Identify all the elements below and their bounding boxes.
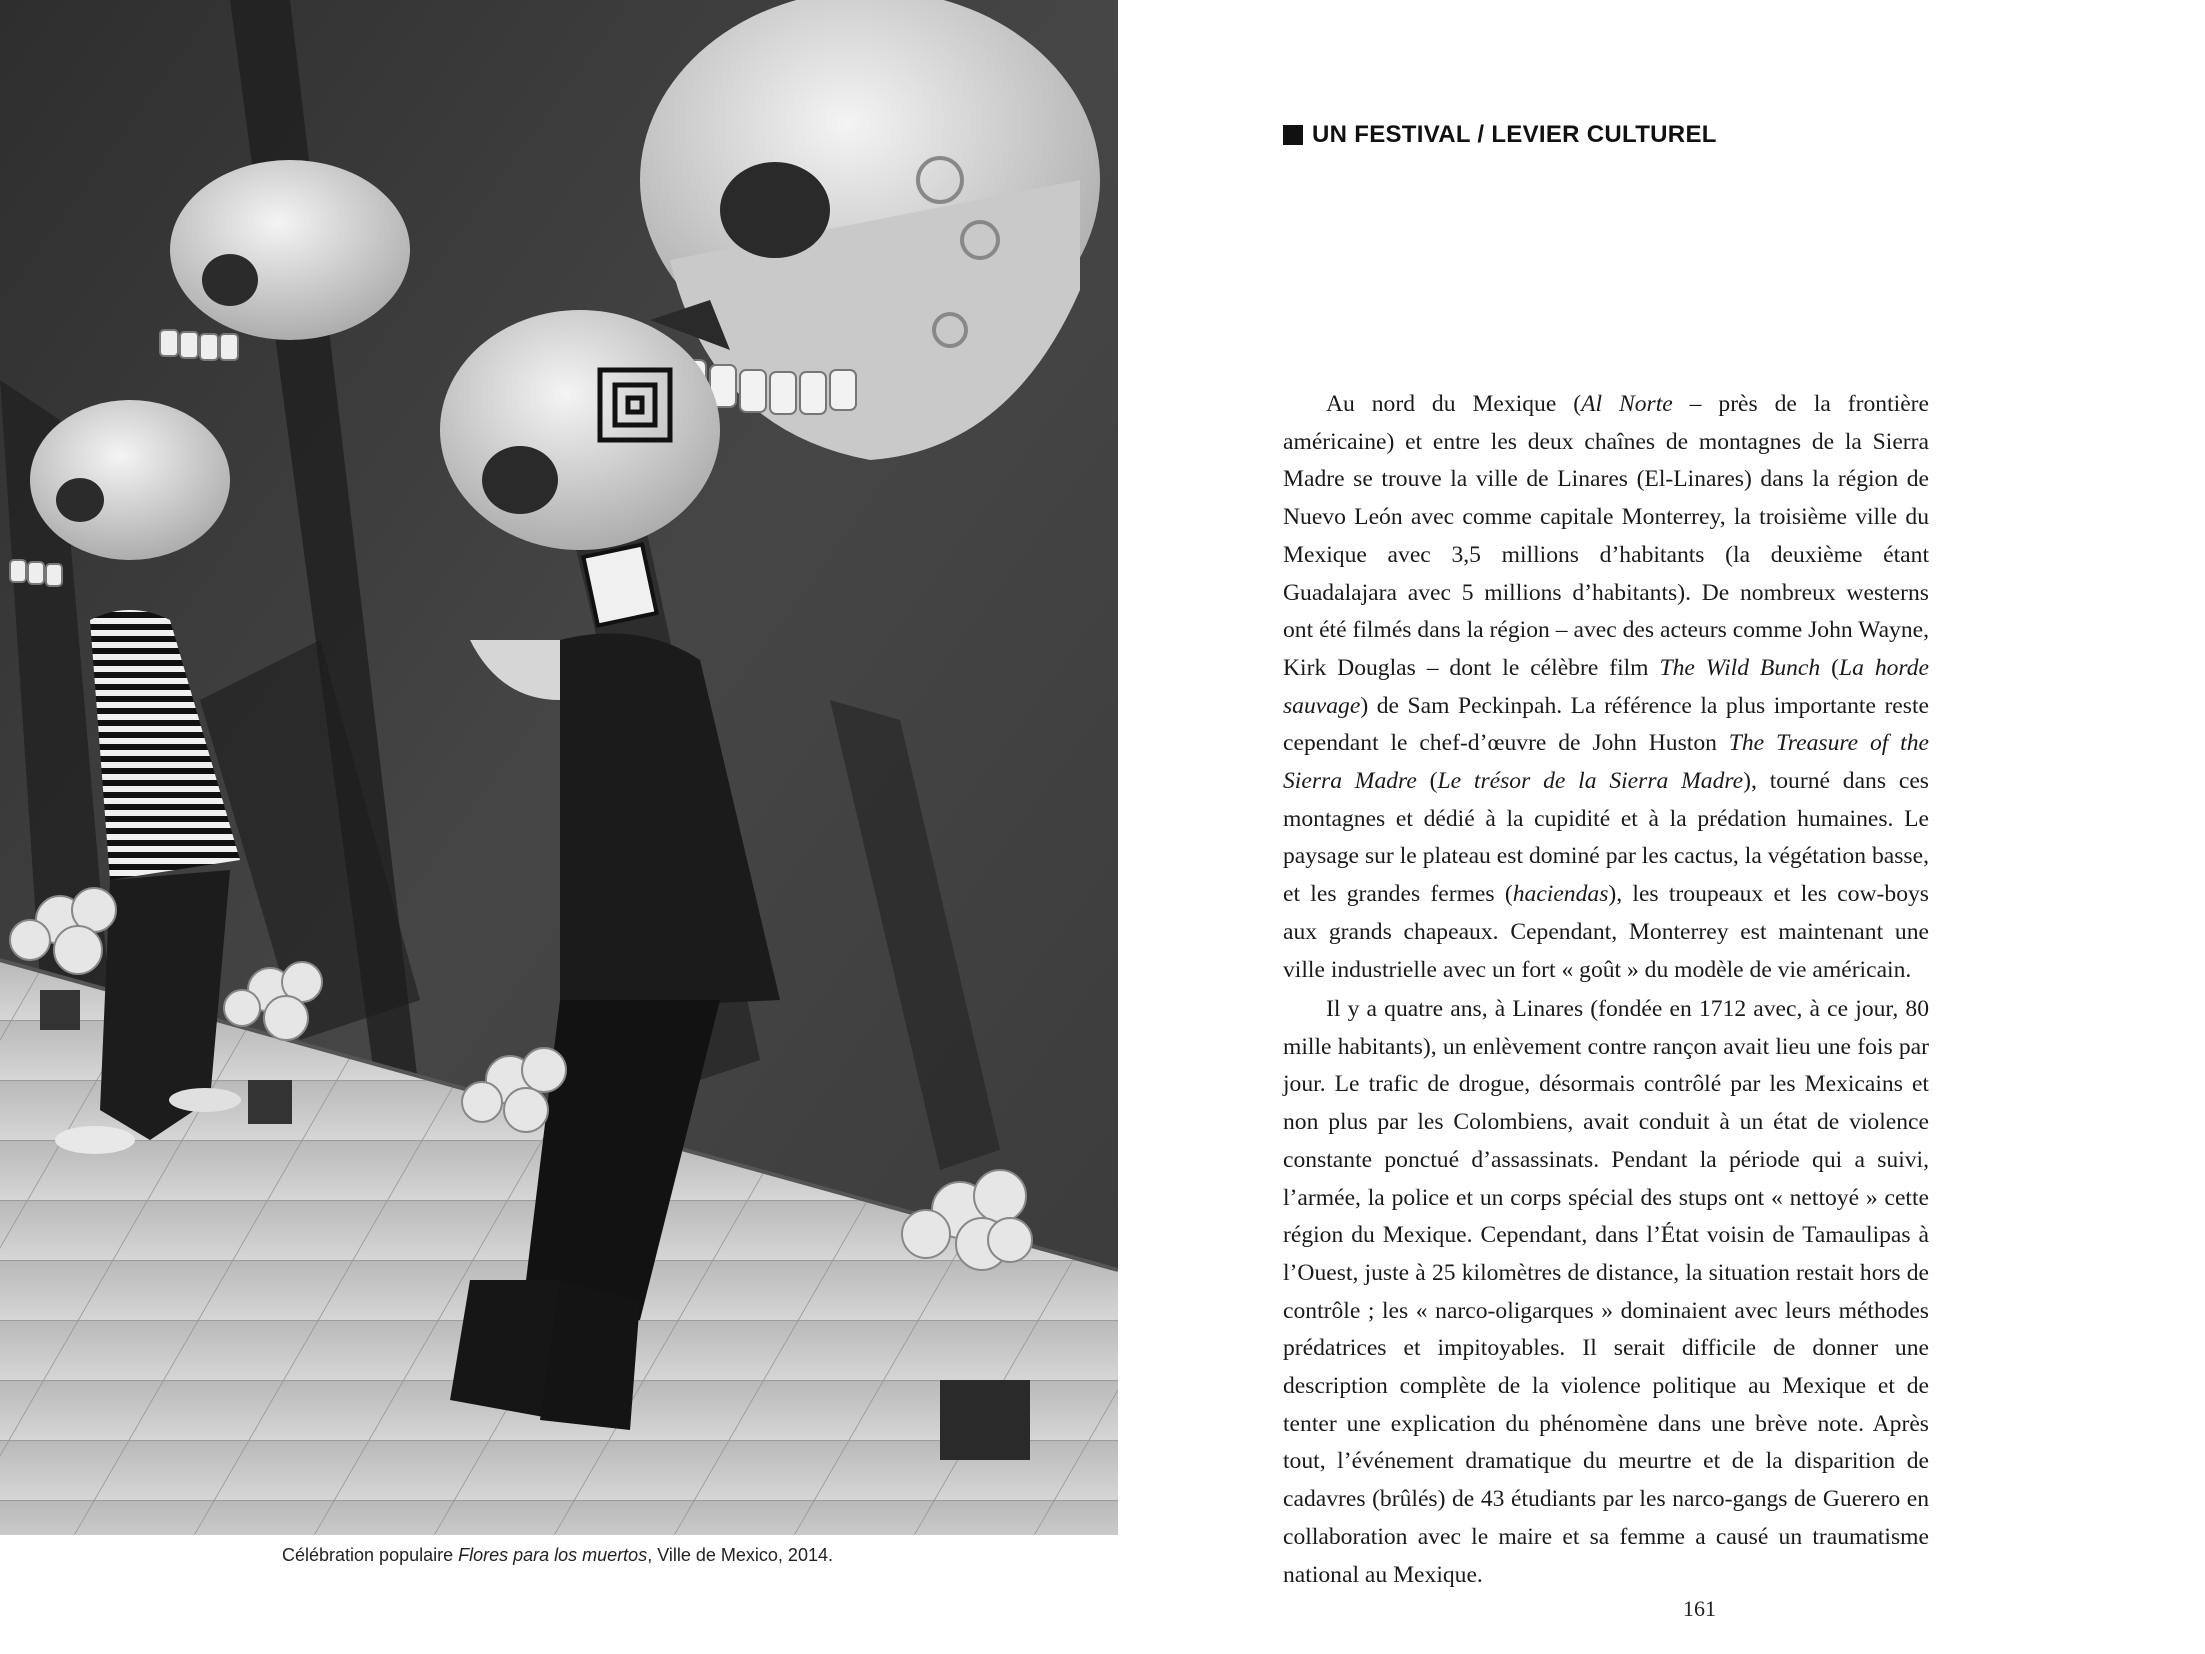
p2-text: Il y a quatre ans, à Linares (fondée en 1712 avec, à ce jour, 80 mille habitants), un enlèvement contre rançon avait lieu une fois par jour. Le trafic de drogue, désormais contrôlé par les Mexicains et non plus par les Colombiens, avait conduit à un état de violence constante ponctué d’assassinats. Pendant la période qui a suivi, l’armée, la police et un corps spécial des stups ont « nettoyé » cette région du Mexique. Cependant, dans l’État voisin de Tamaulipas à l’Ouest, juste à 25 kilomètres de distance, la situation restait hors de contrôle ; les « narco-oligarques » dominaient avec leurs méthodes prédatrices et impitoyables. Il serait difficile de donner une description complète de la violence politique au Mexique et de tenter une explication du phénomène dans une brève note. Après tout, l’événement dramatique du meurtre et de la disparition de cadavres (brûlés) de 43 étudiants par les narco-gangs de Guerero en collaboration avec le maire et sa femme a causé un traumatisme national au Mexique. — [1283, 996, 1929, 1588]
caption-prefix: Célébration populaire — [282, 1545, 459, 1565]
page-number: 161 — [1683, 1596, 1716, 1621]
p1-text-5: ( — [1416, 768, 1438, 795]
p1-text-6: ), tourné dans ces montagnes et dédié à la cupidité et à la prédation humaines. Le paysage sur le plateau est dominé par les cactus, la végétation basse, et les grandes fermes ( — [1283, 768, 1929, 908]
section-heading-text: UN FESTIVAL / LEVIER CULTUREL — [1312, 121, 1717, 148]
p1-text-4: ) de Sam Peckinpah. La référence la plus importante reste cependant le chef-d’œuvre de John Huston — [1283, 692, 1929, 757]
p1-italic-6: haciendas — [1512, 881, 1609, 908]
p1-text-7: ), les troupeaux et les cow-boys aux grands chapeaux. Cependant, Monterrey est maintenant une ville industrielle avec un fort « goût » du modèle de vie américain. — [1283, 881, 1929, 983]
caption-title: Flores para los muertos — [458, 1545, 648, 1565]
p1-italic-2: The Wild Bunch — [1659, 654, 1821, 681]
caption-suffix: , Ville de Mexico, 2014. — [647, 1545, 833, 1565]
paragraph-2 — [1283, 991, 1929, 1594]
p1-text-1: Au nord du Mexique ( — [1326, 391, 1582, 417]
p1-italic-1: Al Norte — [1581, 391, 1673, 417]
p1-text-3: ( — [1820, 654, 1839, 681]
p1-italic-3: La horde sauvage — [1283, 654, 1929, 719]
section-heading — [1283, 121, 1717, 149]
paragraph-1 — [1283, 386, 1929, 989]
square-bullet-icon — [1283, 125, 1303, 145]
photo-illustration — [0, 0, 1118, 1535]
p1-text-2: – près de la frontière américaine) et entre les deux chaînes de montagnes de la Sierra Madre se trouve la ville de Linares (El-Linares) dans la région de Nuevo León avec comme capitale Monterrey, la troisième ville du Mexique avec 3,5 millions d’habitants (la deuxième étant Guadalajara avec 5 millions d’habitants). De nombreux westerns ont été filmés dans la région – avec des acteurs comme John Wayne, Kirk Douglas – dont le célèbre film — [1283, 391, 1929, 681]
p1-italic-5: Le trésor de la Sierra Madre — [1437, 768, 1744, 795]
photograph — [0, 0, 1118, 1535]
p1-italic-4: The Treasure of the Sierra Madre — [1283, 730, 1929, 795]
photo-caption — [282, 1545, 833, 1566]
